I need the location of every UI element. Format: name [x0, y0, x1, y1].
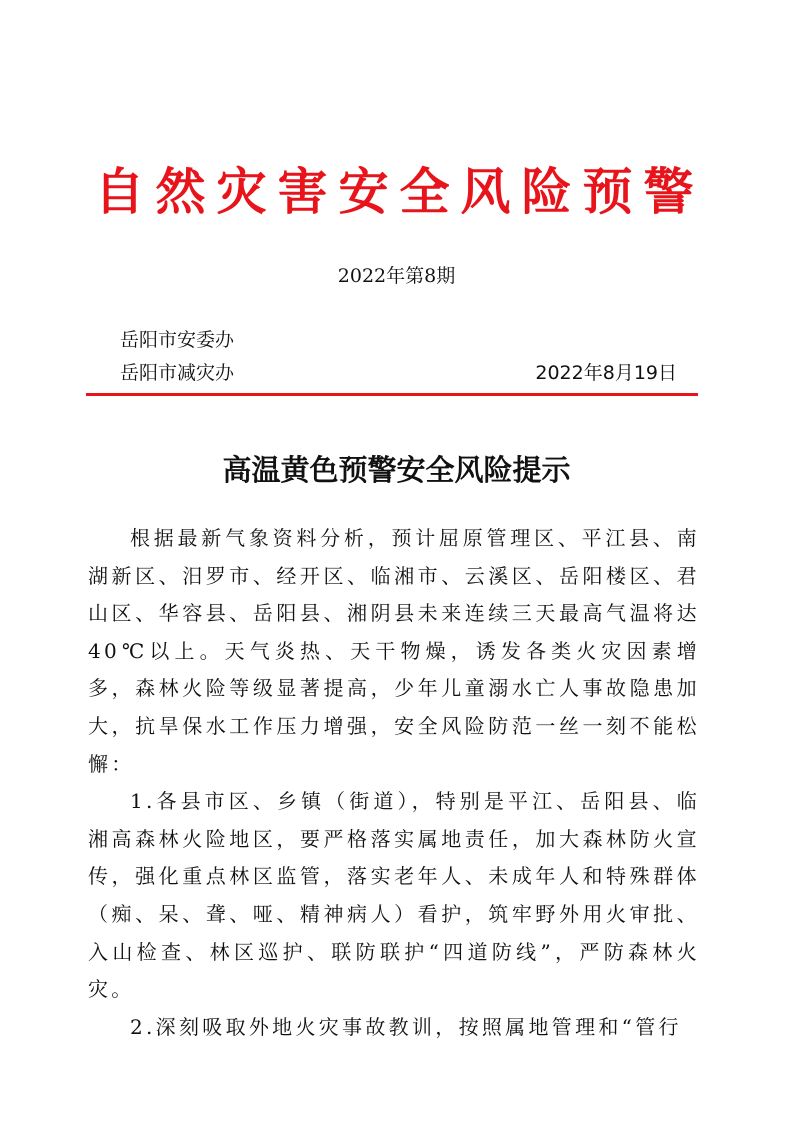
intro-paragraph: 根据最新气象资料分析，预计屈原管理区、平江县、南湖新区、汨罗市、经开区、临湘市、云溪区、岳阳楼区、君山区、华容县、岳阳县、湘阴县未来连续三天最高气温将达40℃以上。天气炎热、天干物燥，诱发各类火灾因素增多，森林火险等级显著提高，少年儿童溺水亡人事故隐患加大，抗旱保水工作压力增强，安全风险防范一丝一刻不能松懈：	[88, 526, 700, 776]
document-body	[88, 520, 700, 1046]
item-1-paragraph: 1.各县市区、乡镇（街道），特别是平江、岳阳县、临湘高森林火险地区，要严格落实属地责任，加大森林防火宣传，强化重点林区监管，落实老年人、未成年人和特殊群体（痴、呆、聋、哑、精神病人）看护，筑牢野外用火审批、入山检查、林区巡护、联防联护“四道防线”，严防森林火灾。	[88, 789, 700, 1002]
issuer-disaster-reduction-office: 岳阳市减灾办	[120, 362, 235, 384]
masthead-title: 自然灾害安全风险预警	[94, 163, 705, 221]
item-2-paragraph: 2.深刻吸取外地火灾事故教训，按照属地管理和“管行	[130, 1014, 682, 1039]
issue-number: 2022年第8期	[337, 265, 456, 287]
issue-date: 2022年8月19日	[535, 362, 677, 384]
issuer-safety-committee: 岳阳市安委办	[120, 329, 235, 351]
document-title: 高温黄色预警安全风险提示	[222, 453, 571, 487]
red-divider-line	[86, 393, 698, 396]
